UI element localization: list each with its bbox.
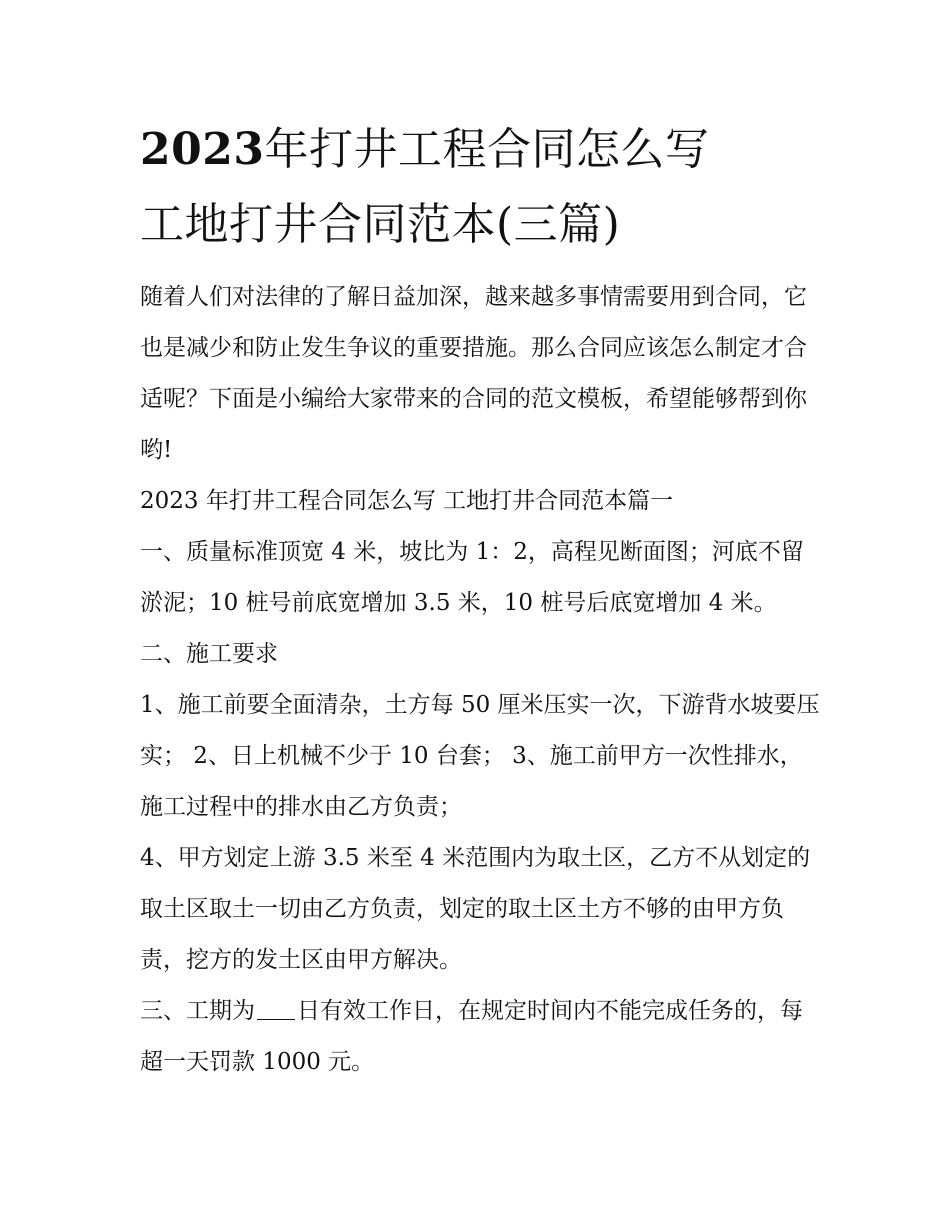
- item3-schedule: [140, 986, 820, 1088]
- item3-suffix: 日有效工作日，在规定时间内不能完成任务的，每超一天罚款 1000 元。: [140, 998, 803, 1075]
- document-title: [140, 112, 820, 262]
- document-content: [140, 112, 820, 1088]
- section1-heading: 2023 年打井工程合同怎么写 工地打井合同范本篇一: [140, 488, 674, 514]
- title-line1: 年打井工程合同怎么写: [264, 124, 710, 175]
- item2-points-1-3: 1、施工前要全面清杂，土方每 50 厘米压实一次，下游背水坡要压实； 2、日上机械不少于 10 台套； 3、施工前甲方一次性排水，施工过程中的排水由乙方负责；: [140, 692, 820, 820]
- item1-quality-standard: 一、质量标准顶宽 4 米，坡比为 1：2，高程见断面图；河底不留淤泥；10 桩号前底宽增加 3.5 米，10 桩号后底宽增加 4 米。: [140, 539, 804, 616]
- blank-line: [257, 996, 295, 1020]
- title-year: 2023: [140, 124, 265, 175]
- item2-heading: 二、施工要求: [140, 641, 278, 667]
- title-line2: 工地打井合同范本(三篇): [140, 199, 621, 250]
- item3-prefix: 三、工期为: [140, 998, 255, 1024]
- intro-paragraph: 随着人们对法律的了解日益加深，越来越多事情需要用到合同，它也是减少和防止发生争议的重要措施。那么合同应该怎么制定才合适呢？下面是小编给大家带来的合同的范文模板，希望能够帮到你哟!: [140, 284, 807, 463]
- item2-point-4: 4、甲方划定上游 3.5 米至 4 米范围内为取土区，乙方不从划定的取土区取土一切由乙方负责，划定的取土区土方不够的由甲方负责，挖方的发土区由甲方解决。: [140, 845, 811, 973]
